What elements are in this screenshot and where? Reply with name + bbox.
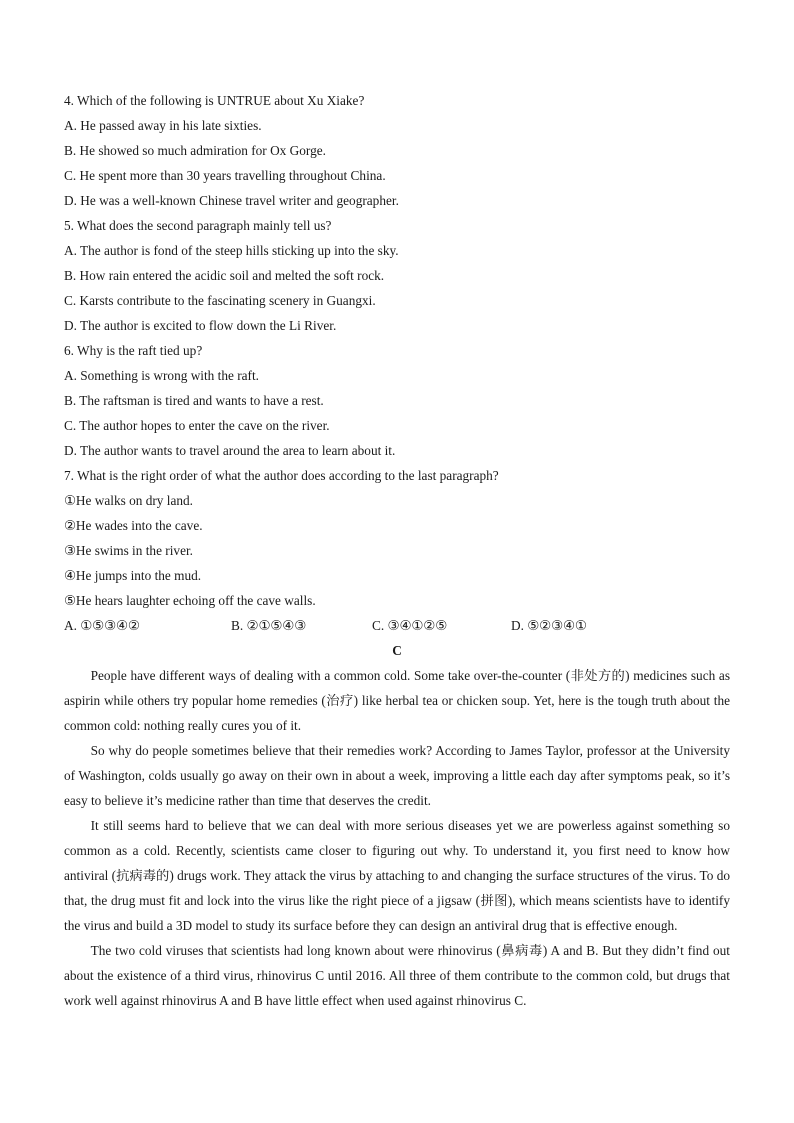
option-b: B. He showed so much admiration for Ox Gorge. — [64, 143, 326, 158]
option-c: C. He spent more than 30 years travelling throughout China. — [64, 168, 386, 183]
passage-paragraph: It still seems hard to believe that we can deal with more serious diseases yet we are powerless against something so common as a cold. Recently, scientists came closer to figuring out why. To understand it, you first need to know how antiviral (抗病毒的) drugs work. They attack the virus by attaching to and changing the surface structures of the virus. To do that, the drug must fit and lock into the virus like the right piece of a jigsaw (拼图), which means scientists have to identify the virus and build a 3D model to study its surface before they can design an antiviral drug that is effective enough. — [64, 818, 730, 933]
choice-d: D. ⑤②③④① — [511, 618, 587, 633]
passage-paragraph: People have different ways of dealing with a common cold. Some take over-the-counter (非处方的) medicines such as aspirin while others try popular home remedies (治疗) like herbal tea or chicken soup. Yet, here is the tough truth about the common cold: nothing really cures you of it. — [64, 668, 730, 733]
option-c: C. Karsts contribute to the fascinating scenery in Guangxi. — [64, 293, 376, 308]
event-item: ②He wades into the cave. — [64, 518, 203, 533]
passage-paragraph: So why do people sometimes believe that their remedies work? According to James Taylor, professor at the University of Washington, colds usually go away on their own in about a week, improving a little each day after symptoms peak, so it’s easy to believe it’s medicine rather than time that deserves the credit. — [64, 743, 730, 808]
exam-page — [64, 88, 730, 1013]
option-d: D. The author wants to travel around the area to learn about it. — [64, 443, 396, 458]
event-item: ④He jumps into the mud. — [64, 568, 202, 583]
order-choices — [64, 613, 730, 638]
question-5 — [64, 213, 730, 338]
option-d: D. The author is excited to flow down the Li River. — [64, 318, 337, 333]
question-stem: 7. What is the right order of what the author does according to the last paragraph? — [64, 468, 499, 483]
event-item: ⑤He hears laughter echoing off the cave walls. — [64, 593, 316, 608]
question-6 — [64, 338, 730, 463]
choice-c: C. ③④①②⑤ — [372, 618, 448, 633]
event-item: ③He swims in the river. — [64, 543, 193, 558]
option-a: A. Something is wrong with the raft. — [64, 368, 259, 383]
question-stem: 4. Which of the following is UNTRUE about Xu Xiake? — [64, 93, 365, 108]
option-b: B. The raftsman is tired and wants to have a rest. — [64, 393, 324, 408]
question-7 — [64, 463, 730, 638]
option-d: D. He was a well-known Chinese travel writer and geographer. — [64, 193, 399, 208]
section-heading: C — [392, 643, 402, 658]
option-c: C. The author hopes to enter the cave on the river. — [64, 418, 330, 433]
choice-b: B. ②①⑤④③ — [231, 618, 307, 633]
question-stem: 5. What does the second paragraph mainly tell us? — [64, 218, 332, 233]
question-4 — [64, 88, 730, 213]
event-item: ①He walks on dry land. — [64, 493, 193, 508]
option-a: A. The author is fond of the steep hills sticking up into the sky. — [64, 243, 399, 258]
passage-c — [64, 663, 730, 1013]
choice-a: A. ①⑤③④② — [64, 618, 140, 633]
question-stem: 6. Why is the raft tied up? — [64, 343, 203, 358]
option-b: B. How rain entered the acidic soil and melted the soft rock. — [64, 268, 385, 283]
passage-paragraph: The two cold viruses that scientists had long known about were rhinovirus (鼻病毒) A and B. But they didn’t find out about the existence of a third virus, rhinovirus C until 2016. All three of them contribute to the common cold, but drugs that work well against rhinovirus A and B have little effect when used against rhinovirus C. — [64, 943, 730, 1008]
option-a: A. He passed away in his late sixties. — [64, 118, 262, 133]
